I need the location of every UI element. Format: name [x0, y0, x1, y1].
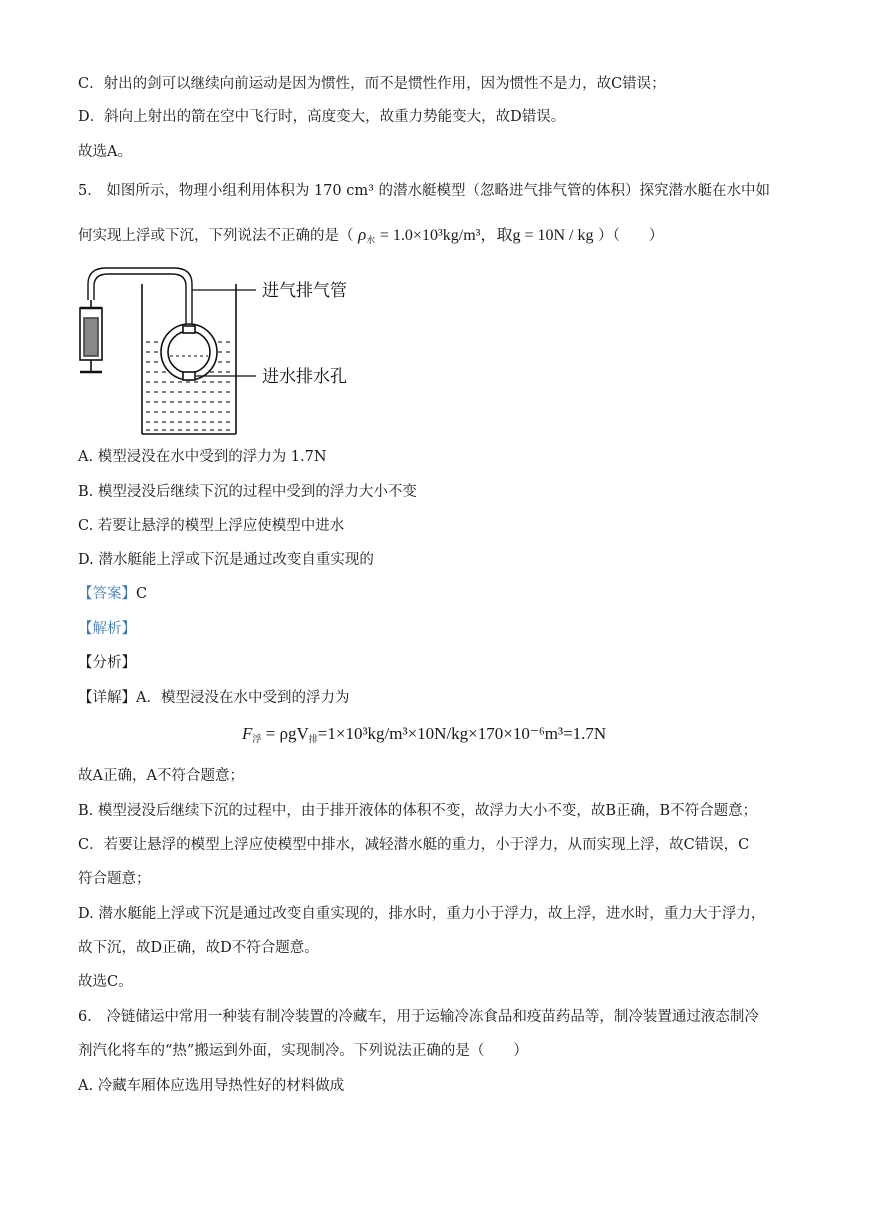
tube-icon [88, 268, 192, 332]
buoyancy-formula: $F_浮 = \rho gV_排=1\times 10^3kg/m^3\times 10N/kg\times 170\times 10^{-6}m^3=1.7N$ [242, 724, 607, 744]
explain-4: 符合题意； [78, 871, 151, 887]
answer-tag: 【答案】 [78, 586, 136, 602]
fenxi-tag: 【分析】 [78, 655, 136, 671]
explain-2: B. 模型浸没后继续下沉的过程中，由于排开液体的体积不变，故浮力大小不变，故B正确，B不符合题意； [78, 803, 758, 819]
q5-option-b: B. 模型浸没后继续下沉的过程中受到的浮力大小不变 [78, 484, 417, 500]
prev-option-d: D．斜向上射出的箭在空中飞行时，高度变大，故重力势能变大，故D错误。 [78, 109, 566, 125]
explain-7: 故选C。 [78, 974, 133, 990]
label-pipe: 进气排气管 [262, 281, 347, 301]
q5-option-d: D. 潜水艇能上浮或下沉是通过改变自重实现的 [78, 552, 374, 568]
analysis-tag: 【解析】 [78, 621, 136, 637]
label-hole: 进水排水孔 [262, 367, 347, 387]
explain-1: 故A正确，A不符合题意； [78, 768, 244, 784]
explain-3: C．若要让悬浮的模型上浮应使模型中排水，减轻潜水艇的重力，小于浮力，从而实现上浮，故C错误，C [78, 837, 750, 853]
q5-option-a: A. 模型浸没在水中受到的浮力为 1.7N [78, 449, 327, 465]
q6-stem-line1: 6． 冷链储运中常用一种装有制冷装置的冷藏车，用于运输冷冻食品和疫苗药品等，制冷装置通过液态制冷 [78, 1009, 759, 1025]
explain-6: 故下沉，故D正确，故D不符合题意。 [78, 940, 319, 956]
answer-line [78, 584, 147, 604]
q5-option-c: C. 若要让悬浮的模型上浮应使模型中进水 [78, 518, 345, 534]
detail-line: 【详解】A．模型浸没在水中受到的浮力为 [78, 690, 350, 706]
explain-5: D. 潜水艇能上浮或下沉是通过改变自重实现的，排水时，重力小于浮力，故上浮，进水时，重力大于浮力， [78, 906, 766, 922]
submarine-model-icon [161, 324, 217, 380]
syringe-icon [80, 300, 102, 372]
q5-stem-line1: 5． 如图所示，物理小组利用体积为 170 cm³ 的潜水艇模型（忽略进气排气管的体积）探究潜水艇在水中如 [78, 183, 771, 199]
q6-stem-line2: 剂汽化将车的“热”搬运到外面，实现制冷。下列说法正确的是（ ） [78, 1043, 528, 1059]
answer-value: C [136, 586, 148, 602]
prev-option-c: C．射出的剑可以继续向前运动是因为惯性，而不是惯性作用，因为惯性不是力，故C错误； [78, 76, 666, 92]
submarine-diagram [78, 262, 378, 442]
q6-option-a: A. 冷藏车厢体应选用导热性好的材料做成 [78, 1078, 345, 1094]
prev-choice: 故选A。 [78, 144, 132, 160]
q5-stem-line2: 何实现上浮或下沉，下列说法不正确的是（ $\rho_水 = 1.0\times 10^3kg/m^3$，取g = 10N / kg ）（ ） [78, 225, 664, 246]
